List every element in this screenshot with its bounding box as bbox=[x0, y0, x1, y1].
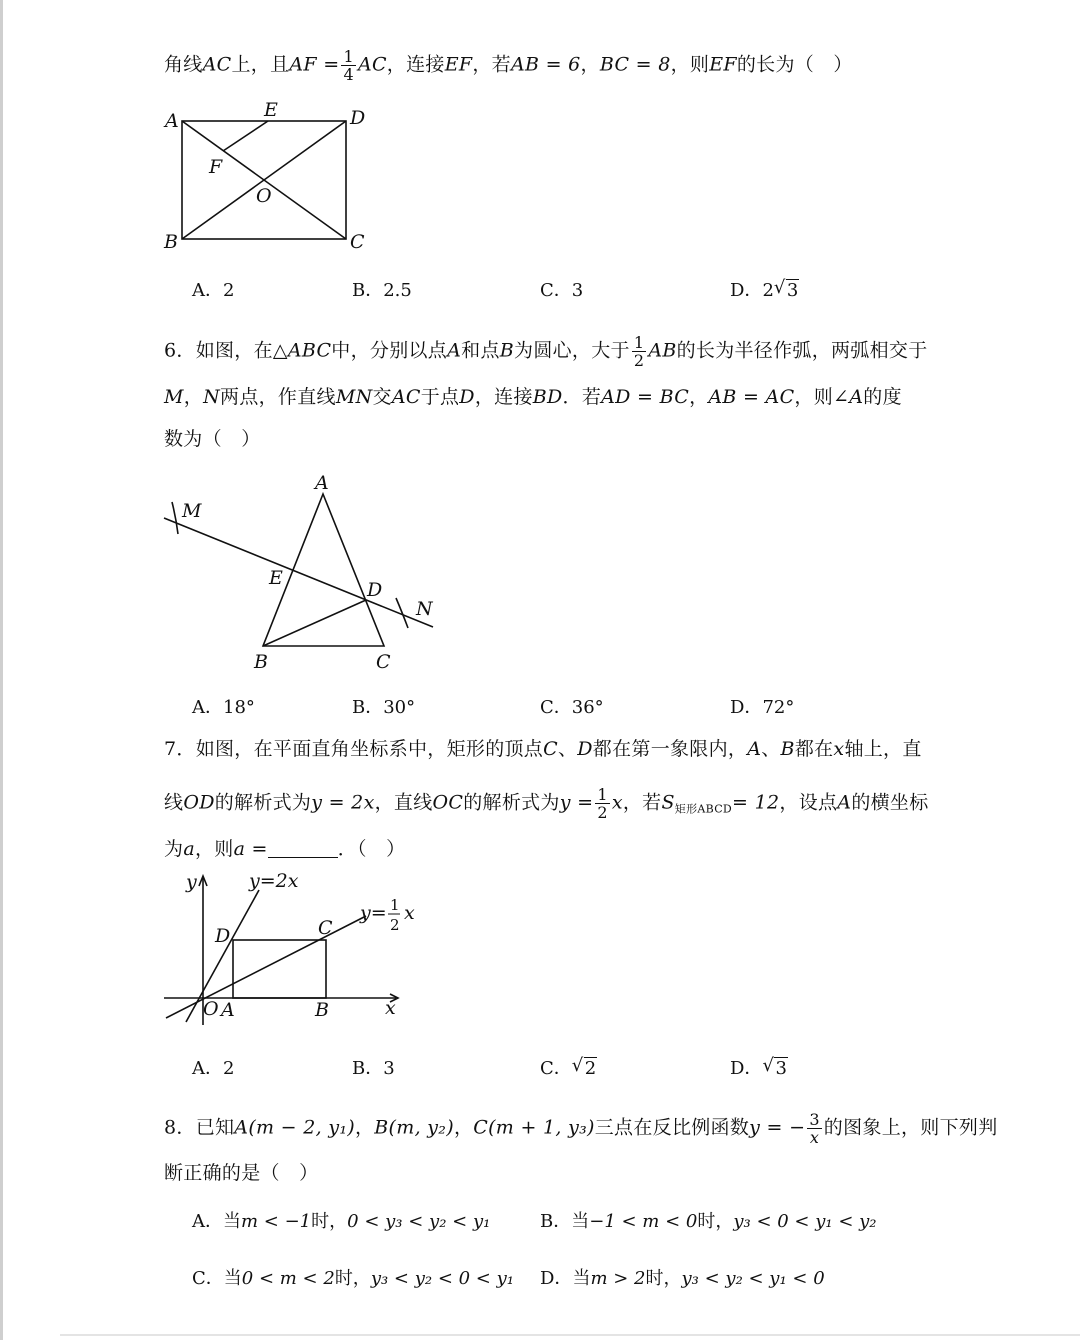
label-o: O bbox=[203, 998, 219, 1020]
q8-fraction bbox=[807, 1111, 821, 1146]
answer-blank[interactable] bbox=[268, 839, 338, 858]
option-result: 0 < y₃ < y₂ < y₁ bbox=[347, 1211, 491, 1232]
q6-math: AC bbox=[391, 386, 421, 408]
q7-math: A bbox=[837, 791, 852, 814]
q6-option-d[interactable] bbox=[730, 696, 794, 720]
label-a: A bbox=[165, 110, 179, 132]
q6-text: ．若 bbox=[562, 386, 602, 408]
bottom-page-edge bbox=[60, 1334, 1080, 1336]
q5-option-c[interactable] bbox=[540, 279, 583, 303]
q7-text: 、 bbox=[557, 738, 578, 760]
label-c: C bbox=[318, 917, 333, 939]
option-result: y₃ < y₂ < y₁ < 0 bbox=[681, 1268, 825, 1289]
q8-point-b: B(m, y₂) bbox=[374, 1116, 454, 1139]
fraction-denominator: x bbox=[809, 1128, 820, 1147]
segment-ef bbox=[223, 121, 268, 151]
option-letter: B． bbox=[352, 280, 384, 301]
label-half-denominator: 2 bbox=[390, 916, 400, 934]
q6-text: ， bbox=[183, 386, 204, 408]
sqrt-symbol: √ 3 bbox=[762, 1055, 787, 1079]
q7-text: 的解析式为 bbox=[463, 791, 560, 814]
q6-math: AB = AC bbox=[708, 386, 795, 408]
q6-text: 的长为半径作弧，两弧相交于 bbox=[676, 339, 928, 362]
q6-fraction bbox=[632, 334, 646, 369]
q7-math: x bbox=[611, 791, 623, 814]
q7-math: OC bbox=[432, 791, 464, 814]
option-letter: B． bbox=[352, 1058, 384, 1079]
q7-math: y = bbox=[559, 791, 594, 814]
label-line-y-half-x: x bbox=[404, 902, 415, 924]
radicand: 2 bbox=[584, 1058, 597, 1079]
q7-text: 、 bbox=[761, 738, 781, 760]
q7-option-b[interactable] bbox=[352, 1057, 395, 1081]
label-line-y-half: y= bbox=[360, 902, 387, 924]
q7-math: OD bbox=[183, 791, 215, 814]
q7-coordinate-figure bbox=[160, 868, 430, 1028]
q7-text: 都在第一象限内， bbox=[592, 738, 748, 760]
q8-text: 的图象上，则下列判 bbox=[823, 1116, 998, 1139]
q5-text: ，连接 bbox=[386, 53, 445, 76]
label-x-axis: x bbox=[385, 997, 396, 1019]
q5-math: AC bbox=[202, 53, 232, 76]
q7-stem-line2 bbox=[164, 786, 929, 823]
q6-stem-line3 bbox=[164, 426, 261, 452]
q7-math: B bbox=[780, 738, 795, 760]
q7-stem-line3 bbox=[164, 836, 405, 862]
label-b: B bbox=[315, 999, 329, 1021]
option-value: 18° bbox=[223, 697, 255, 718]
q7-text: ，设点 bbox=[779, 791, 838, 814]
option-text: 当 bbox=[223, 1211, 241, 1232]
fraction-denominator: 2 bbox=[597, 803, 608, 822]
q7-math: a bbox=[183, 838, 195, 860]
q7-math: C bbox=[543, 738, 558, 760]
label-c: C bbox=[376, 651, 391, 673]
label-n: N bbox=[416, 598, 433, 620]
q7-text: 7．如图，在平面直角坐标系中，矩形的顶点 bbox=[164, 738, 544, 760]
q6-text: 的度 bbox=[863, 386, 902, 408]
option-letter: A． bbox=[192, 697, 223, 718]
q6-text: 和点 bbox=[461, 339, 500, 362]
label-d: D bbox=[215, 925, 231, 947]
label-e: E bbox=[264, 99, 278, 121]
q6-math: ABC bbox=[287, 339, 332, 362]
option-letter: A． bbox=[192, 280, 223, 301]
q5-math: EF bbox=[444, 53, 473, 76]
q5-option-b[interactable] bbox=[352, 279, 412, 303]
option-letter: A． bbox=[192, 1058, 223, 1079]
option-text: 当 bbox=[572, 1268, 591, 1289]
q6-math: A bbox=[447, 339, 462, 362]
q8-point-c: C(m + 1, y₃) bbox=[473, 1116, 595, 1139]
option-letter: D． bbox=[730, 697, 763, 718]
option-letter: C． bbox=[540, 697, 572, 718]
q5-fraction bbox=[341, 48, 355, 83]
q5-math: AB = 6 bbox=[510, 53, 581, 76]
q8-text: 断正确的是（ ） bbox=[164, 1162, 319, 1184]
q6-math: N bbox=[203, 386, 221, 408]
q7-math: x bbox=[833, 738, 845, 760]
q7-text: ，若 bbox=[622, 791, 662, 814]
q6-math: D bbox=[459, 386, 475, 408]
option-coefficient: 2 bbox=[762, 280, 774, 301]
label-b: B bbox=[164, 231, 178, 253]
option-value: 3 bbox=[571, 280, 584, 301]
line-y-half-x bbox=[166, 916, 366, 1018]
option-letter: C． bbox=[540, 280, 572, 301]
q6-text: 6．如图，在△ bbox=[164, 339, 288, 362]
q7-subscript: 矩形ABCD bbox=[674, 802, 733, 816]
q8-option-d[interactable] bbox=[540, 1267, 825, 1291]
sqrt-symbol: √ 3 bbox=[773, 277, 799, 301]
q5-math: AC bbox=[357, 53, 387, 76]
q7-text: 轴上，直 bbox=[844, 738, 922, 760]
q6-text: ，连接 bbox=[474, 386, 533, 408]
q7-text: 线 bbox=[164, 791, 184, 814]
q6-text: 为圆心，大于 bbox=[514, 339, 630, 362]
fraction-denominator: 2 bbox=[633, 351, 645, 370]
q6-triangle-figure bbox=[160, 470, 450, 680]
q5-stem bbox=[164, 48, 853, 83]
q7-math: S bbox=[661, 791, 675, 814]
q6-math: AD = BC bbox=[601, 386, 690, 408]
q5-text: ， bbox=[580, 53, 600, 76]
q8-option-c[interactable] bbox=[192, 1267, 514, 1291]
q6-option-a[interactable] bbox=[192, 696, 255, 720]
radicand: 3 bbox=[775, 1058, 787, 1079]
fraction-numerator: 1 bbox=[633, 333, 645, 352]
label-o: O bbox=[256, 185, 272, 207]
q6-math: MN bbox=[335, 386, 373, 408]
option-value: 2 bbox=[223, 280, 235, 301]
q8-math: y = − bbox=[749, 1116, 806, 1139]
option-letter: B． bbox=[352, 697, 384, 718]
option-letter: D． bbox=[730, 1058, 763, 1079]
q5-text: ，若 bbox=[472, 53, 511, 76]
q7-text: 为 bbox=[164, 838, 184, 860]
q6-math: A bbox=[849, 386, 864, 408]
option-condition: 0 < m < 2 bbox=[241, 1268, 335, 1289]
label-line-y-2x: y=2x bbox=[249, 870, 299, 892]
q7-option-a[interactable] bbox=[192, 1057, 234, 1081]
fraction-numerator: 1 bbox=[343, 47, 354, 66]
q8-text: 8．已知 bbox=[164, 1116, 235, 1139]
q7-text: 的解析式为 bbox=[214, 791, 312, 814]
q8-stem-line2 bbox=[164, 1160, 318, 1186]
fraction-numerator: 3 bbox=[809, 1110, 820, 1129]
option-letter: C． bbox=[540, 1058, 572, 1079]
q7-math: a = bbox=[233, 838, 268, 860]
q6-stem-line2 bbox=[164, 384, 902, 410]
fraction-denominator: 4 bbox=[343, 65, 354, 84]
q5-math: BC = 8 bbox=[599, 53, 671, 76]
label-m: M bbox=[182, 500, 202, 522]
q8-text: ， bbox=[453, 1116, 474, 1139]
q6-stem-line1 bbox=[164, 334, 928, 369]
q7-math: y = 2x bbox=[311, 791, 375, 814]
label-f: F bbox=[209, 156, 223, 178]
q7-text: 都在 bbox=[794, 738, 834, 760]
q6-option-b[interactable] bbox=[352, 696, 415, 720]
option-text: 时， bbox=[334, 1268, 371, 1289]
q6-math: B bbox=[499, 339, 515, 362]
q7-stem-line1 bbox=[164, 736, 922, 762]
q7-math: D bbox=[577, 738, 593, 760]
option-text: 当 bbox=[223, 1268, 242, 1289]
option-value: 3 bbox=[383, 1058, 395, 1079]
q5-math: AF = bbox=[289, 53, 340, 76]
option-result: y₃ < 0 < y₁ < y₂ bbox=[733, 1211, 877, 1232]
q7-text: ，则 bbox=[194, 838, 234, 860]
q5-text: 的长为（ ） bbox=[736, 53, 853, 76]
option-text: 时， bbox=[645, 1268, 682, 1289]
q6-text: 两点，作直线 bbox=[220, 386, 336, 408]
arc-m bbox=[172, 502, 178, 534]
sqrt-symbol: √ 2 bbox=[571, 1055, 597, 1079]
q6-option-c[interactable] bbox=[540, 696, 604, 720]
q7-text: ．（ ） bbox=[337, 838, 406, 860]
q7-option-d[interactable] bbox=[730, 1057, 788, 1081]
q8-text: 三点在反比例函数 bbox=[594, 1116, 750, 1139]
option-value: 72° bbox=[762, 697, 795, 718]
option-text: 时， bbox=[311, 1211, 348, 1232]
option-letter: D． bbox=[540, 1268, 573, 1289]
q7-math: = 12 bbox=[732, 791, 780, 814]
q6-text: ，则∠ bbox=[794, 386, 850, 408]
option-text: 当 bbox=[571, 1211, 590, 1232]
q6-text: ， bbox=[689, 386, 709, 408]
label-d: D bbox=[350, 107, 366, 129]
q8-point-a: A(m − 2, y₁) bbox=[234, 1116, 355, 1139]
q7-text: ，直线 bbox=[374, 791, 433, 814]
q5-math: EF bbox=[709, 53, 737, 76]
option-condition: m < −1 bbox=[241, 1211, 312, 1232]
q6-math: AB bbox=[648, 339, 677, 362]
q6-math: M bbox=[164, 386, 184, 408]
perpendicular-bisector-mn bbox=[164, 518, 433, 627]
label-b: B bbox=[254, 651, 268, 673]
q7-option-c[interactable] bbox=[540, 1057, 597, 1081]
option-value: 2 bbox=[223, 1058, 235, 1079]
label-a: A bbox=[315, 472, 329, 494]
q5-text: 上，且 bbox=[231, 53, 290, 76]
label-e: E bbox=[269, 567, 283, 589]
option-letter: D． bbox=[730, 280, 763, 301]
fraction-numerator: 1 bbox=[597, 785, 608, 804]
q5-text: 角线 bbox=[164, 53, 203, 76]
q5-option-d[interactable] bbox=[730, 279, 799, 303]
label-d: D bbox=[367, 579, 383, 601]
left-page-edge bbox=[0, 0, 3, 1340]
q7-text: 的横坐标 bbox=[851, 791, 929, 814]
option-letter: A． bbox=[192, 1211, 223, 1232]
q5-rectangle-figure bbox=[160, 100, 380, 260]
q8-option-b[interactable] bbox=[540, 1210, 877, 1234]
q5-text: ，则 bbox=[670, 53, 710, 76]
q6-text: 中，分别以点 bbox=[331, 339, 448, 362]
option-value: 36° bbox=[571, 697, 604, 718]
q6-text: 交 bbox=[372, 386, 392, 408]
label-half-numerator: 1 bbox=[390, 896, 400, 914]
q7-math: A bbox=[747, 738, 762, 760]
option-value: 30° bbox=[383, 697, 416, 718]
radicand: 3 bbox=[786, 280, 799, 301]
q6-text: 数为（ ） bbox=[164, 428, 261, 450]
q5-option-a[interactable] bbox=[192, 279, 234, 303]
option-value: 2.5 bbox=[383, 280, 412, 301]
option-condition: m > 2 bbox=[590, 1268, 646, 1289]
label-c: C bbox=[350, 231, 365, 253]
option-condition: −1 < m < 0 bbox=[589, 1211, 698, 1232]
option-result: y₃ < y₂ < 0 < y₁ bbox=[370, 1268, 514, 1289]
q6-text: 于点 bbox=[420, 386, 460, 408]
q7-fraction bbox=[595, 786, 609, 821]
label-y-axis: y bbox=[186, 871, 197, 893]
q6-math: BD bbox=[532, 386, 563, 408]
option-text: 时， bbox=[697, 1211, 734, 1232]
rectangle-abcd bbox=[233, 940, 326, 998]
q8-stem-line1 bbox=[164, 1111, 998, 1146]
option-letter: C． bbox=[192, 1268, 224, 1289]
q8-text: ， bbox=[354, 1116, 375, 1139]
option-letter: B． bbox=[540, 1211, 572, 1232]
q8-option-a[interactable] bbox=[192, 1210, 490, 1234]
label-a: A bbox=[221, 999, 235, 1021]
